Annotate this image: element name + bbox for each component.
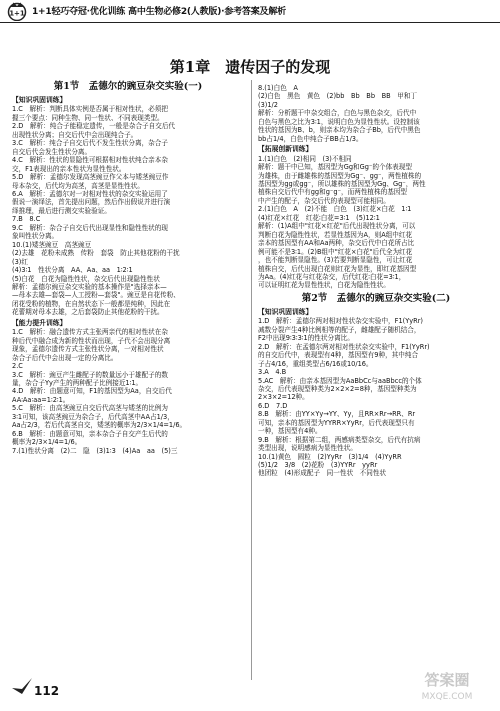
watermark-url: MXQE.COM: [421, 692, 473, 702]
answer-line: 1.C 解析：融合遗传方式主张两亲代的相对性状在杂: [12, 328, 168, 337]
answer-line: 2.D 解析：纯合子能稳定遗传，一般是杂合子自交后代: [12, 122, 176, 131]
answer-line: 绎推理，最后进行测交实验验证。: [12, 206, 111, 215]
answer-line: bb占1/4，白色中纯合子BB占1/3。: [258, 134, 363, 143]
answer-line: (2)白色 黑色 黄色 (2)bb Bb Bb BB 甲和丁: [258, 92, 418, 101]
answer-line: 1.D 解析：孟德尔两对相对性状杂交实验中，F1(YyRr): [258, 317, 424, 326]
answer-line: (5)1/2 3/8 (2)花粉 (3)YYRr yyRr: [258, 461, 378, 470]
answer-line: 5.D 解析：孟德尔发现高茎豌豆作父本与矮茎豌豆作: [12, 173, 169, 182]
answer-line: 中产生的配子，杂交后代的表现型可能相同。: [258, 196, 390, 205]
answer-line: 解析：(1)A组中"红花×红花"后代出现性状分离，可以: [258, 222, 416, 231]
answer-line: 象叫性状分离。: [12, 232, 59, 241]
answer-line: 母本杂交，后代均为高茎，高茎是显性性状。: [12, 181, 144, 190]
answer-line: 2.(1)白色 A (2)不能 白色 (3)红花×白花 1∶1: [258, 205, 412, 214]
answer-line: 解析：题干中已知，基因型为Gg和Gg⁻的个体表现型: [258, 163, 412, 172]
answer-block-4: [258, 155, 494, 290]
answer-line: 假说一演绎法，首先提出问题，然后作出假说并进行演: [12, 198, 171, 207]
answer-line: 基因型为gg或gg⁻，所以雄株的基因型为Gg、Gg⁻，两性: [258, 179, 426, 188]
answer-line: 种后代中融合成为新的性状而出现，子代不会出现分离: [12, 336, 171, 345]
answer-line: 现象，孟德尔遗传方式主张性状分离，一对相对性状: [12, 345, 164, 354]
answer-line: 2.D 解析：在孟德尔两对相对性状杂交实验中，F1(YyRr): [258, 342, 430, 351]
subsection-ability: 【能力提升训练】: [12, 318, 67, 327]
answer-line: 9.B 解析：根据第二组，两感病类型杂交，后代有抗病: [258, 435, 421, 444]
answer-line: 3∶1可知，该高茎豌豆为杂合子，后代高茎中AA占1/3，: [12, 412, 174, 421]
answer-line: 5.AC 解析：由亲本基因型为AaBbCc与aaBbcc的个体: [258, 376, 422, 385]
right-column: [258, 84, 494, 684]
subsection-knowledge: 【知识巩固训练】: [12, 96, 67, 104]
answer-line: 1.C 解析：判断具体实例是否属于相对性状，必须把: [12, 105, 168, 114]
answer-line: 3.C 解析：纯合子自交后代不发生性状分离，杂合子: [12, 139, 168, 148]
answer-line: 杂交，后代表现型种类为2×2×2=8种，基因型种类为: [258, 384, 417, 393]
answer-line: (4)3∶1 性状分离 AA、Aa、aa 1∶2∶1: [12, 266, 133, 275]
answer-line: 性状的基因为B、b，则亲本均为杂合子Bb，后代中黑色: [258, 126, 421, 135]
answer-line: 可以证明红花为显性性状，白花为隐性性状。: [258, 281, 390, 290]
answer-line: 8.(1)白色 A: [258, 84, 298, 92]
answer-block-3: [258, 84, 494, 143]
answer-block-2: [12, 328, 244, 455]
answer-line: 6.D 7.D: [258, 401, 288, 410]
answer-line: 9.C 解析：杂合子自交后代出现显性和隐性性状的现: [12, 223, 168, 232]
answer-line: 2.C: [12, 362, 23, 371]
watermark-text: 答案圈: [424, 671, 470, 689]
left-column: [12, 78, 244, 678]
svg-text:1+1: 1+1: [9, 9, 25, 18]
answer-line: 判断白花为隐性性状，若显性基因为A，则A组中红花: [258, 230, 413, 239]
answer-line: 3.C 解析：豌豆产生雌配子的数量远小于雄配子的数: [12, 370, 168, 379]
answer-line: 3.A 4.B: [258, 368, 287, 377]
answer-block-1: [12, 105, 244, 316]
answer-line: 5.C 解析：由高茎豌豆自交后代高茎与矮茎的比例为: [12, 404, 168, 413]
answer-line: (4)红花×红花 红花∶白花=3∶1 (5)12∶1: [258, 213, 380, 222]
answer-line: AA∶Aa∶aa=1∶2∶1。: [12, 395, 70, 404]
page-header: [0, 0, 500, 23]
answer-line: 为Aa。(4)红花与红花杂交，后代红花∶白花=3∶1，: [258, 272, 406, 281]
column-divider: [251, 80, 252, 680]
answer-line: 可知，亲本的基因型为YYRR×YyRr，后代表现型只有: [258, 418, 415, 427]
page-number: 112: [34, 684, 60, 698]
answer-line: 10.(1)矮茎豌豆 高茎豌豆: [12, 240, 92, 249]
answer-line: 闭花受粉的植物，在自然状态下一般都是纯种，因此在: [12, 299, 171, 308]
answer-line: 亲本的基因型有AA和Aa两种，杂交后代中白花所占比: [258, 239, 415, 248]
answer-line: 4.C 解析：性状的显隐性可根据相对性状纯合亲本杂: [12, 156, 168, 165]
subsection-extension: 【拓展创新训练】: [258, 145, 313, 154]
answer-line: 自交后代会发生性状分离。: [12, 147, 92, 156]
answer-line: 4.D 解析：由题意可知，F1的基因型为Aa，自交后代: [12, 387, 172, 396]
chapter-title: 第1章 遗传因子的发现: [169, 58, 331, 76]
answer-line: 量，杂合子Yy产生的两种配子比例接近1∶1。: [12, 378, 143, 387]
answer-line: 概率为2/3×1/4=1/6。: [12, 438, 82, 447]
answer-line: ，也不能判断显隐性。(3)若要判断显隐性，可让红花: [258, 256, 413, 265]
answer-line: —母本去雄—套袋—人工授粉—套袋"。豌豆是自花传粉、: [12, 291, 180, 300]
answer-line: 类型出现，说明感病为显性性状。: [258, 444, 357, 453]
answer-line: 的自交后代中，表现型有4种，基因型有9种，其中纯合: [258, 351, 419, 360]
answer-line: (2)去雄 花粉未成熟 传粉 套袋 防止其他花粉的干扰: [12, 249, 180, 258]
answer-line: 握三个要点：同种生物、同一性状、不同表现类型。: [12, 113, 164, 122]
arrow-bird-icon: [10, 674, 34, 698]
answer-line: 他团粒 (4)形成配子 同一性状 不同性状: [258, 469, 387, 478]
answer-line: (3)1/2: [258, 100, 278, 109]
answer-line: 交，F1表现出的亲本性状为显性性状。: [12, 164, 126, 173]
answer-line: 1.(1)白色 (2)相同 (3)不相同: [258, 154, 352, 163]
answer-line: 7.B 8.C: [12, 215, 41, 224]
answer-line: 6.B 解析：由题意可知，亲本杂合子自交产生后代的: [12, 429, 168, 438]
answer-line: 子占4/16，重组类型占6/16或10/16。: [258, 359, 373, 368]
answer-line: 6.A 解析：孟德尔对一对相对性状的杂交实验运用了: [12, 189, 168, 198]
answer-block-5: [258, 317, 494, 478]
answer-line: 解析：分析题干中杂交组合，白色与黑色杂交，后代中: [258, 109, 417, 118]
answer-line: 8.B 解析：由YY×Yy→YY、Yy，且RR×Rr→RR、Rr: [258, 410, 416, 419]
answer-line: 杂合子后代中会出现一定的分离比。: [12, 353, 118, 362]
answer-line: 花蕾期对母本去雄，之后套袋防止其他花粉的干扰。: [12, 308, 164, 317]
section-title-2: 第2节 孟德尔的豌豆杂交实验(二): [301, 292, 451, 304]
answer-line: 10.(1)黄色 圆粒 (2)YyRr (3)1/4 (4)YyRR: [258, 452, 402, 461]
header-title: 1+1轻巧夺冠·优化训练 高中生物必修2(人教版)·参考答案及解析: [32, 7, 286, 17]
section-title-1: 第1节 孟德尔的豌豆杂交实验(一): [53, 81, 203, 92]
answer-line: (5)白花 白花为隐性性状，杂交后代出现隐性性状: [12, 274, 160, 283]
answer-line: (3)红: [12, 257, 28, 266]
answer-line: 减数分裂产生4种比例相等的配子，雌雄配子随机结合，: [258, 325, 421, 334]
answer-line: 例可能不是3∶1。(2)B组中"红花×白花"后代全为红花: [258, 247, 413, 256]
answer-line: 一种，基因型有4种。: [258, 427, 322, 436]
answer-line: Aa占2/3，若后代高茎自交，矮茎的概率为2/3×1/4=1/6。: [12, 421, 187, 430]
answer-line: 出现性状分离；自交后代中会出现纯合子。: [12, 130, 138, 139]
watermark-logo: [402, 668, 492, 702]
answer-line: 植株自交，后代出现白花则红花为显性，即红花基因型: [258, 264, 417, 273]
subsection-knowledge-2: 【知识巩固训练】: [258, 307, 313, 316]
answer-line: F2中出现9∶3∶3∶1的性状分离比。: [258, 334, 354, 343]
crown-logo-icon: [6, 1, 28, 21]
answer-line: 植株自交后代中有gg和g⁻g⁻，而两性植株的基因型: [258, 188, 407, 197]
answer-line: 解析：孟德尔豌豆杂交实验的基本操作是"选择亲本—: [12, 282, 167, 291]
answer-line: 白色与黑色之比为3∶1，说明白色为显性性状。设控制该: [258, 117, 420, 126]
answer-line: 为雄株，由于雌雄株的基因型为Gg⁻、gg⁻，两性植株的: [258, 171, 422, 180]
answer-line: 7.(1)性状分离 (2)二 隐 (3)1∶3 (4)Aa aa (5)三: [12, 446, 178, 455]
answer-line: 2×3×2=12种。: [258, 393, 309, 402]
